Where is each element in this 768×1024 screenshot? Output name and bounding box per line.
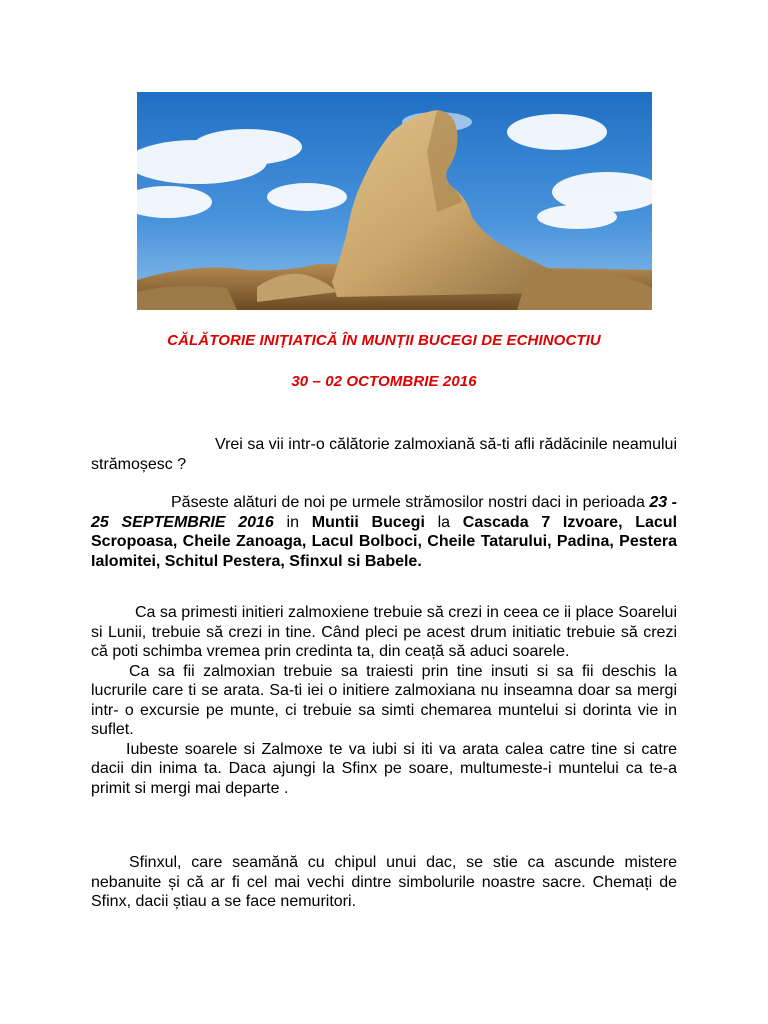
invite-in-word: in	[273, 513, 312, 531]
invite-la-word: la	[424, 513, 463, 531]
invite-mountains: Muntii Bucegi	[311, 513, 425, 531]
intro-text: Vrei sa vii intr-o călătorie zalmoxiană să-ti afli rădăcinile neamului strămoșesc ?	[91, 436, 677, 473]
sphinx-rock-image	[137, 92, 652, 310]
intro-paragraph	[91, 435, 677, 474]
body-paragraphs	[91, 603, 677, 798]
event-dates-title: 30 – 02 OCTOMBRIE 2016	[291, 373, 477, 390]
main-title: CĂLĂTORIE INIȚIATICĂ ÎN MUNȚII BUCEGI DE ECHINOCTIU	[167, 332, 601, 349]
invite-text	[91, 493, 677, 571]
paragraph-zalmoxian: Ca sa fii zalmoxian trebuie sa traiesti prin tine insuti si sa fii deschis la lucrurile care ti se arata. Sa-ti iei o initiere zalmoxiana nu inseamna doar sa mergi intr- o excursie pe munte, ci trebuie sa simti chemarea muntelui si dorinta vie in suflet.	[91, 662, 677, 738]
invite-paragraph	[91, 493, 677, 571]
sfinx-text: Sfinxul, care seamănă cu chipul unui dac, se stie ca ascunde mistere nebanuite și că ar fi cel mai vechi dintre simbolurile noastre sacre. Chemați de Sfinx, dacii știau a se face nemuritori.	[91, 854, 677, 910]
invite-places: Cascada 7 Izvoare, Lacul Scropoasa, Cheile Zanoaga, Lacul Bolboci, Cheile Tatarului, Padina, Pestera Ialomitei, Schitul Pestera, Sfinxul si Babele.	[91, 513, 678, 570]
invite-prefix: Păseste alături de noi pe urmele strămosilor nostri daci in perioada	[171, 494, 650, 511]
paragraph-initiation: Ca sa primesti initieri zalmoxiene trebuie să crezi in ceea ce ii place Soarelui si Lunii, trebuie să crezi in tine. Când pleci pe acest drum initiatic trebuie să crezi că poti schimba vremea prin credinta ta, din ceață să aduci soarele.	[91, 604, 677, 660]
sphinx-photo	[137, 92, 652, 310]
invite-dates: 23 - 25 SEPTEMBRIE 2016	[91, 494, 677, 531]
sfinx-paragraph	[91, 853, 677, 912]
paragraph-sun: Iubeste soarele si Zalmoxe te va iubi si iti va arata calea catre tine si catre dacii din inima ta. Daca ajungi la Sfinx pe soare, multumeste-i muntelui ca te-a primit si mergi mai departe .	[91, 740, 677, 797]
